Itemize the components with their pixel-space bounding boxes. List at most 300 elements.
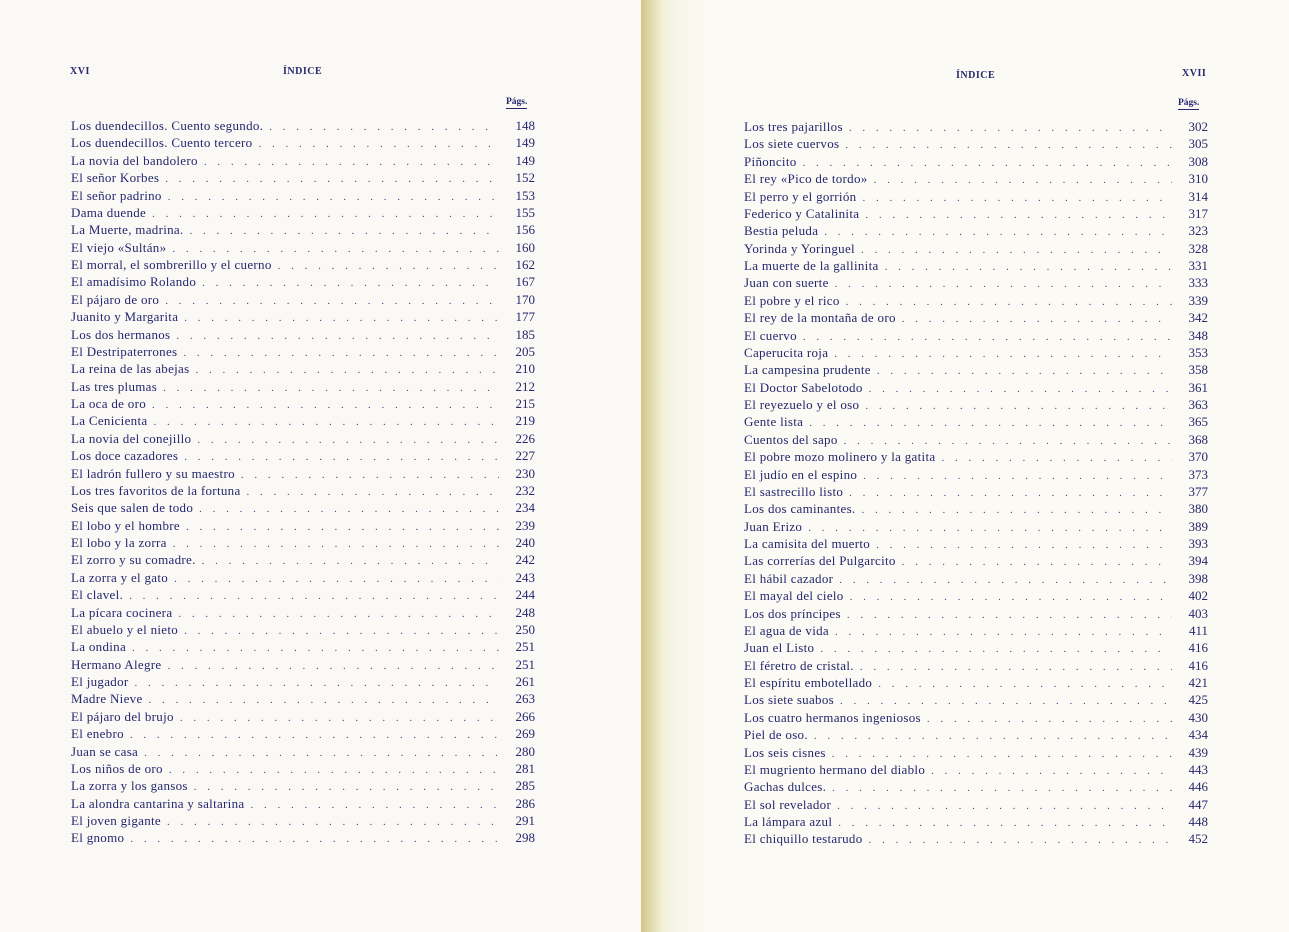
toc-entry <box>71 447 535 464</box>
entry-page-number: 302 <box>1188 119 1208 134</box>
dot-leader <box>808 520 1172 535</box>
entry-page-number: 353 <box>1188 344 1208 360</box>
entry-title: Hermano Alegre <box>71 656 162 672</box>
entry-page-number: 251 <box>515 639 535 655</box>
dot-leader <box>885 259 1172 274</box>
entry-title: La muerte de la gallinita <box>744 258 879 273</box>
toc-entry <box>71 551 535 568</box>
entry-title: La pícara cocinera <box>71 604 173 620</box>
dot-leader <box>849 120 1172 135</box>
toc-entry <box>71 117 535 134</box>
entry-page-number: 317 <box>1188 205 1208 221</box>
entry-page-number: 323 <box>1188 223 1208 239</box>
entry-title: El pobre mozo molinero y la gatita <box>744 449 936 465</box>
entry-page-number: 310 <box>1188 171 1208 187</box>
entry-title: La ondina <box>71 639 127 655</box>
entry-page-number: 439 <box>1188 744 1208 760</box>
dot-leader <box>876 537 1172 552</box>
entry-page-number: 305 <box>1188 136 1208 152</box>
toc-entry <box>71 499 535 516</box>
dot-leader <box>860 659 1172 674</box>
toc-entry <box>71 760 535 777</box>
dot-leader <box>129 588 499 603</box>
toc-entry <box>744 135 1208 152</box>
entry-page-number: 261 <box>515 674 535 689</box>
dot-leader <box>941 450 1172 465</box>
toc-list <box>744 118 1208 848</box>
entry-title: La campesina prudente <box>744 362 871 378</box>
entry-title: Los duendecillos. Cuento segundo. <box>71 118 264 133</box>
entry-page-number: 280 <box>515 743 535 759</box>
dot-leader <box>844 433 1172 448</box>
dot-leader <box>176 328 499 343</box>
entry-title: Seis que salen de todo <box>71 500 194 516</box>
page-number: XVI <box>70 66 90 77</box>
entry-page-number: 153 <box>515 187 535 203</box>
dot-leader <box>839 572 1172 587</box>
entry-title: El lobo y el hombre <box>71 517 180 533</box>
toc-entry <box>744 796 1208 813</box>
entry-page-number: 363 <box>1188 397 1208 412</box>
entry-title: La zorra y los gansos <box>71 778 188 794</box>
entry-title: El amadísimo Rolando <box>71 274 197 290</box>
dot-leader <box>849 485 1172 500</box>
toc-entry <box>71 239 535 256</box>
page-header-title: ÍNDICE <box>283 66 323 77</box>
entry-title: Dama duende <box>71 204 147 220</box>
dot-leader <box>845 137 1172 152</box>
toc-entry <box>744 240 1208 257</box>
toc-entry <box>71 638 535 655</box>
toc-entry <box>744 309 1208 326</box>
entry-title: El señor padrino <box>71 187 162 203</box>
entry-page-number: 446 <box>1188 779 1208 795</box>
dot-leader <box>153 414 499 429</box>
dot-leader <box>135 675 499 690</box>
toc-list <box>71 117 535 847</box>
dot-leader <box>132 640 499 655</box>
entry-title: El pájaro del brujo <box>71 708 174 724</box>
entry-title: El reyezuelo y el oso <box>744 397 860 412</box>
entry-page-number: 234 <box>515 500 535 516</box>
toc-entry <box>744 709 1208 726</box>
toc-entry <box>744 274 1208 291</box>
entry-title: Los tres pajarillos <box>744 119 843 134</box>
entry-title: Los tres favoritos de la fortuna <box>71 482 241 498</box>
entry-title: Cuentos del sapo <box>744 431 838 447</box>
entry-page-number: 416 <box>1188 640 1208 656</box>
dot-leader <box>168 189 499 204</box>
entry-page-number: 149 <box>515 152 535 168</box>
entry-page-number: 244 <box>515 587 535 603</box>
dot-leader <box>814 728 1172 743</box>
entry-page-number: 411 <box>1188 622 1208 638</box>
entry-page-number: 210 <box>515 361 535 377</box>
entry-title: Los cuatro hermanos ingeniosos <box>744 709 921 725</box>
entry-title: Piñoncito <box>744 153 797 169</box>
entry-title: Los doce cazadores <box>71 448 179 464</box>
dot-leader <box>902 554 1172 569</box>
entry-page-number: 365 <box>1188 414 1208 430</box>
dot-leader <box>824 224 1172 239</box>
entry-page-number: 156 <box>515 222 535 238</box>
entry-title: Juan el Listo <box>744 640 815 656</box>
entry-title: El rey «Pico de tordo» <box>744 171 868 187</box>
dot-leader <box>865 398 1172 413</box>
entry-title: El morral, el sombrerillo y el cuerno <box>71 257 272 272</box>
entry-title: Los dos príncipes <box>744 605 841 621</box>
entry-page-number: 361 <box>1188 379 1208 395</box>
toc-entry <box>744 570 1208 587</box>
toc-entry <box>744 431 1208 448</box>
entry-page-number: 155 <box>515 204 535 220</box>
toc-entry <box>71 795 535 812</box>
dot-leader <box>861 502 1172 517</box>
toc-entry <box>744 605 1208 622</box>
dot-leader <box>202 553 499 568</box>
dot-leader <box>874 172 1172 187</box>
entry-title: El perro y el gorrión <box>744 188 857 204</box>
entry-title: La Muerte, madrina. <box>71 222 184 238</box>
entry-page-number: 285 <box>515 778 535 794</box>
dot-leader <box>803 329 1172 344</box>
toc-entry <box>71 378 535 395</box>
entry-page-number: 398 <box>1188 570 1208 586</box>
entry-page-number: 243 <box>515 569 535 585</box>
entry-page-number: 393 <box>1188 536 1208 551</box>
dot-leader <box>204 154 499 169</box>
entry-title: El enebro <box>71 726 124 742</box>
entry-title: Juan Erizo <box>744 518 803 534</box>
toc-entry <box>71 829 535 846</box>
entry-title: Los siete cuervos <box>744 136 840 152</box>
toc-entry <box>744 691 1208 708</box>
toc-entry <box>744 483 1208 500</box>
entry-page-number: 443 <box>1188 761 1208 777</box>
toc-entry <box>71 273 535 290</box>
toc-entry <box>744 622 1208 639</box>
entry-page-number: 377 <box>1188 483 1208 499</box>
toc-entry <box>744 500 1208 517</box>
toc-entry <box>744 292 1208 309</box>
entry-title: El mugriento hermano del diablo <box>744 761 926 777</box>
entry-page-number: 314 <box>1188 188 1208 204</box>
dot-leader <box>869 381 1172 396</box>
entry-title: El lobo y la zorra <box>71 535 167 550</box>
toc-entry <box>71 152 535 169</box>
entry-title: La lámpara azul <box>744 814 833 829</box>
entry-page-number: 358 <box>1188 362 1208 378</box>
entry-page-number: 152 <box>515 170 535 186</box>
toc-entry <box>744 518 1208 535</box>
entry-title: El pobre y el rico <box>744 292 840 308</box>
entry-page-number: 394 <box>1188 553 1208 569</box>
pags-label: Págs. <box>1178 98 1200 108</box>
entry-page-number: 227 <box>515 448 535 464</box>
entry-title: Gachas dulces. <box>744 779 827 795</box>
entry-page-number: 226 <box>515 430 535 446</box>
entry-page-number: 373 <box>1188 466 1208 482</box>
dot-leader <box>163 380 499 395</box>
toc-entry <box>744 413 1208 430</box>
toc-entry <box>71 256 535 273</box>
dot-leader <box>809 415 1172 430</box>
entry-page-number: 162 <box>515 257 535 272</box>
entry-page-number: 339 <box>1188 292 1208 308</box>
entry-page-number: 250 <box>515 621 535 637</box>
entry-title: Los seis cisnes <box>744 744 826 760</box>
entry-page-number: 263 <box>515 691 535 707</box>
pags-label: Págs. <box>506 97 528 107</box>
toc-entry <box>744 830 1208 847</box>
dot-leader <box>184 310 499 325</box>
toc-entry <box>71 395 535 412</box>
dot-leader <box>184 449 499 464</box>
dot-leader <box>869 832 1172 847</box>
toc-entry <box>744 552 1208 569</box>
dot-leader <box>247 484 499 499</box>
entry-title: Bestia peluda <box>744 223 819 239</box>
toc-entry <box>744 535 1208 552</box>
entry-title: El Destripaterrones <box>71 343 178 359</box>
toc-entry <box>744 188 1208 205</box>
dot-leader <box>803 155 1172 170</box>
entry-title: El rey de la montaña de oro <box>744 310 896 326</box>
entry-title: Gente lista <box>744 414 804 430</box>
toc-entry <box>744 344 1208 361</box>
entry-page-number: 448 <box>1188 814 1208 829</box>
entry-title: El joven gigante <box>71 813 161 828</box>
entry-page-number: 281 <box>515 760 535 776</box>
entry-page-number: 389 <box>1188 518 1208 534</box>
entry-page-number: 402 <box>1188 588 1208 604</box>
entry-page-number: 368 <box>1188 431 1208 447</box>
entry-title: La oca de oro <box>71 396 146 411</box>
toc-entry <box>744 657 1208 674</box>
right-page <box>641 0 1289 932</box>
entry-title: La reina de las abejas <box>71 361 190 377</box>
entry-title: La Cenicienta <box>71 413 148 429</box>
entry-page-number: 251 <box>515 656 535 672</box>
entry-title: La zorra y el gato <box>71 569 169 585</box>
toc-entry <box>744 639 1208 656</box>
dot-leader <box>184 623 499 638</box>
entry-page-number: 160 <box>515 239 535 255</box>
entry-page-number: 328 <box>1188 240 1208 256</box>
entry-title: El jugador <box>71 674 129 689</box>
entry-page-number: 416 <box>1188 657 1208 673</box>
dot-leader <box>850 589 1172 604</box>
toc-entry <box>71 412 535 429</box>
entry-title: El féretro de cristal. <box>744 657 854 673</box>
entry-page-number: 239 <box>515 517 535 533</box>
toc-entry <box>71 169 535 186</box>
toc-entry <box>744 587 1208 604</box>
entry-page-number: 403 <box>1188 605 1208 621</box>
dot-leader <box>847 607 1172 622</box>
entry-title: Los dos caminantes. <box>744 501 856 517</box>
toc-entry <box>744 379 1208 396</box>
entry-page-number: 291 <box>515 813 535 828</box>
toc-entry <box>71 604 535 621</box>
toc-entry <box>744 466 1208 483</box>
dot-leader <box>241 467 499 482</box>
dot-leader <box>190 223 499 238</box>
entry-title: La camisita del muerto <box>744 536 871 551</box>
entry-title: Los dos hermanos <box>71 326 171 342</box>
entry-page-number: 421 <box>1188 675 1208 690</box>
entry-title: El cuervo <box>744 327 797 343</box>
entry-title: El hábil cazador <box>744 570 834 586</box>
dot-leader <box>144 745 499 760</box>
entry-page-number: 212 <box>515 378 535 394</box>
dot-leader <box>835 276 1172 291</box>
entry-page-number: 447 <box>1188 796 1208 812</box>
entry-title: Juan con suerte <box>744 275 829 291</box>
entry-title: El viejo «Sultán» <box>71 239 167 255</box>
dot-leader <box>167 814 499 829</box>
entry-title: Madre Nieve <box>71 691 143 707</box>
entry-page-number: 286 <box>515 795 535 811</box>
dot-leader <box>835 624 1172 639</box>
entry-page-number: 434 <box>1188 727 1208 743</box>
entry-page-number: 242 <box>515 552 535 568</box>
entry-title: Juanito y Margarita <box>71 309 179 325</box>
entry-page-number: 232 <box>515 482 535 498</box>
dot-leader <box>165 171 499 186</box>
entry-title: El señor Korbes <box>71 170 160 186</box>
entry-title: El espíritu embotellado <box>744 675 873 690</box>
entry-title: El Doctor Sabelotodo <box>744 379 863 395</box>
entry-title: El clavel. <box>71 587 124 603</box>
toc-entry <box>744 327 1208 344</box>
entry-title: El sol revelador <box>744 796 832 812</box>
entry-title: Los siete suabos <box>744 692 835 708</box>
toc-entry <box>71 534 535 551</box>
entry-title: El mayal del cielo <box>744 588 844 604</box>
entry-page-number: 269 <box>515 726 535 742</box>
toc-entry <box>71 187 535 204</box>
dot-leader <box>178 606 499 621</box>
dot-leader <box>250 797 499 812</box>
dot-leader <box>152 397 499 412</box>
dot-leader <box>838 815 1172 830</box>
toc-entry <box>71 725 535 742</box>
page-header-title: ÍNDICE <box>956 70 996 81</box>
entry-page-number: 215 <box>515 396 535 411</box>
dot-leader <box>832 780 1172 795</box>
dot-leader <box>902 311 1172 326</box>
entry-page-number: 219 <box>515 413 535 429</box>
toc-entry <box>744 744 1208 761</box>
toc-entry <box>744 257 1208 274</box>
toc-entry <box>744 726 1208 743</box>
entry-title: El judío en el espino <box>744 466 858 482</box>
dot-leader <box>130 831 499 846</box>
dot-leader <box>832 746 1172 761</box>
toc-entry <box>71 673 535 690</box>
toc-entry <box>71 621 535 638</box>
entry-page-number: 348 <box>1188 327 1208 343</box>
dot-leader <box>878 676 1172 691</box>
dot-leader <box>865 207 1172 222</box>
toc-entry <box>744 153 1208 170</box>
entry-title: Yorinda y Yoringuel <box>744 240 855 256</box>
entry-title: La alondra cantarina y saltarina <box>71 795 245 811</box>
toc-entry <box>744 118 1208 135</box>
dot-leader <box>149 692 499 707</box>
entry-title: Caperucita roja <box>744 344 829 360</box>
dot-leader <box>861 242 1172 257</box>
dot-leader <box>173 536 499 551</box>
entry-title: Piel de oso. <box>744 727 808 743</box>
dot-leader <box>199 501 499 516</box>
dot-leader <box>862 190 1172 205</box>
toc-entry <box>71 708 535 725</box>
dot-leader <box>197 432 499 447</box>
entry-page-number: 205 <box>515 343 535 359</box>
entry-title: El gnomo <box>71 830 125 846</box>
toc-entry <box>71 482 535 499</box>
toc-entry <box>71 430 535 447</box>
entry-page-number: 240 <box>515 535 535 550</box>
dot-leader <box>877 363 1172 378</box>
entry-page-number: 167 <box>515 274 535 290</box>
entry-title: Federico y Catalinita <box>744 205 860 221</box>
entry-title: La novia del bandolero <box>71 152 198 168</box>
left-page <box>0 0 641 932</box>
entry-title: El chiquillo testarudo <box>744 831 863 847</box>
dot-leader <box>180 710 499 725</box>
toc-entry <box>744 170 1208 187</box>
dot-leader <box>183 345 499 360</box>
dot-leader <box>927 711 1172 726</box>
entry-title: El sastrecillo listo <box>744 483 844 499</box>
entry-page-number: 248 <box>515 604 535 620</box>
toc-entry <box>71 743 535 760</box>
toc-entry <box>71 326 535 343</box>
dot-leader <box>269 119 499 134</box>
entry-title: Las correrías del Pulgarcito <box>744 553 896 569</box>
entry-page-number: 230 <box>515 465 535 481</box>
entry-title: El ladrón fullero y su maestro <box>71 465 235 481</box>
entry-title: Los niños de oro <box>71 760 163 776</box>
toc-entry <box>744 761 1208 778</box>
page-number: XVII <box>1182 68 1207 79</box>
entry-page-number: 298 <box>515 830 535 846</box>
entry-page-number: 308 <box>1188 153 1208 169</box>
dot-leader <box>834 346 1172 361</box>
toc-entry <box>71 465 535 482</box>
toc-entry <box>71 777 535 794</box>
dot-leader <box>174 571 499 586</box>
toc-entry <box>71 343 535 360</box>
dot-leader <box>820 641 1172 656</box>
toc-entry <box>71 291 535 308</box>
entry-page-number: 185 <box>515 326 535 342</box>
toc-entry <box>71 569 535 586</box>
dot-leader <box>258 136 499 151</box>
toc-entry <box>744 448 1208 465</box>
entry-page-number: 452 <box>1188 831 1208 847</box>
dot-leader <box>167 658 499 673</box>
dot-leader <box>194 779 499 794</box>
toc-entry <box>71 204 535 221</box>
entry-page-number: 425 <box>1188 692 1208 708</box>
toc-entry <box>71 134 535 151</box>
toc-entry <box>744 222 1208 239</box>
entry-title: La novia del conejillo <box>71 430 192 446</box>
